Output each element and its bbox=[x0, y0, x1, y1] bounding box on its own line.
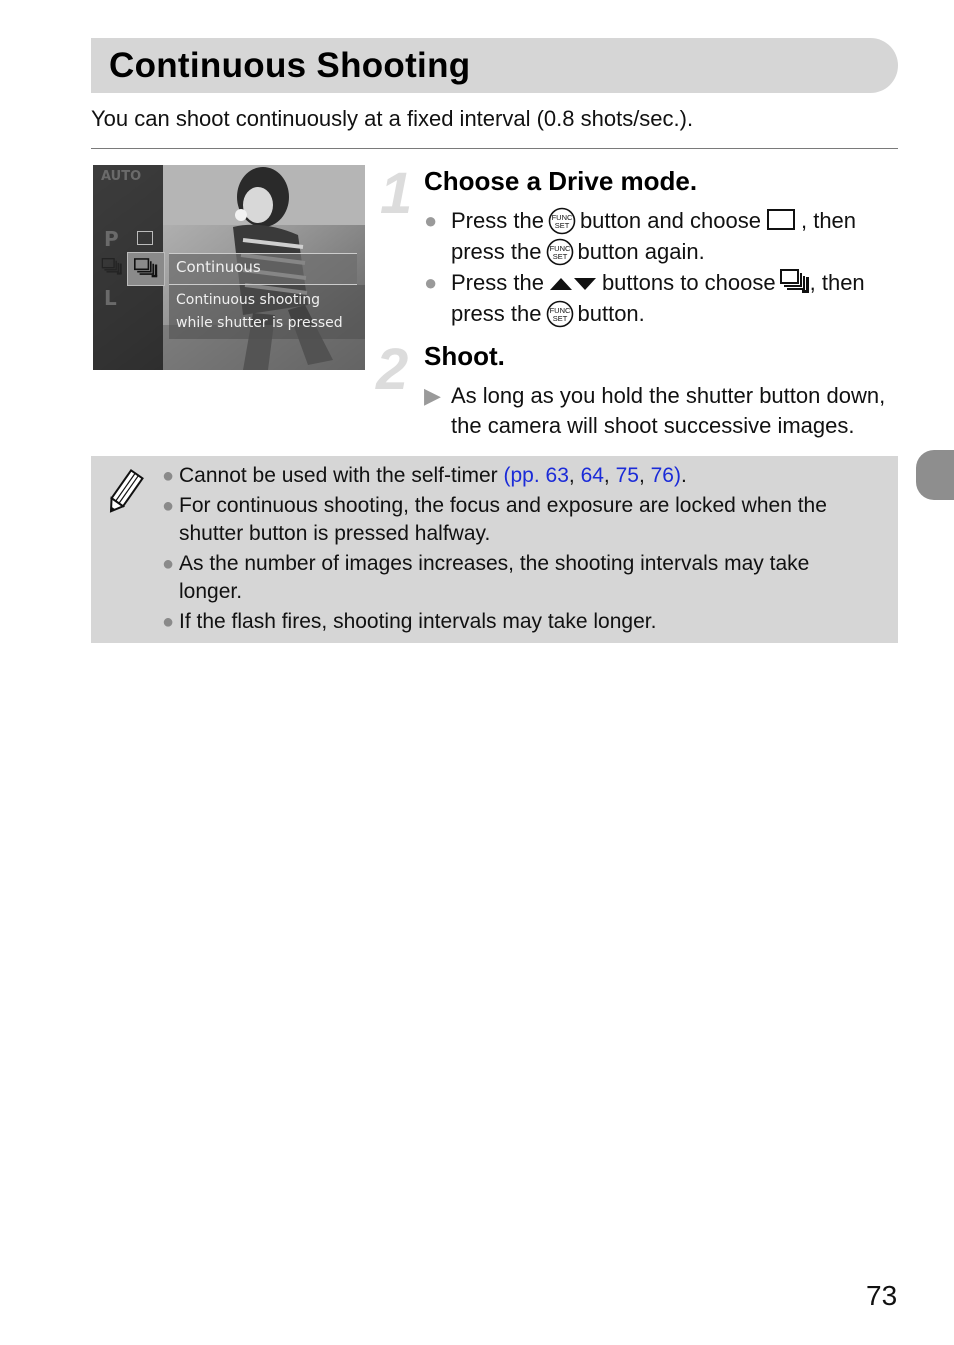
func-set-button-icon bbox=[546, 238, 574, 266]
option-description bbox=[176, 289, 356, 335]
continuous-shot-icon bbox=[134, 258, 158, 279]
note-item: ● As the number of images increases, the shooting intervals may take longer. bbox=[162, 552, 810, 603]
bullet-icon: ● bbox=[162, 611, 175, 633]
func-set-button-icon bbox=[548, 207, 576, 235]
bullet-icon: ● bbox=[424, 208, 438, 233]
result-arrow-icon: ▶ bbox=[424, 383, 441, 408]
page-number: 73 bbox=[866, 1280, 898, 1311]
chapter-tab bbox=[916, 450, 954, 500]
divider bbox=[91, 148, 898, 149]
continuous-shot-icon bbox=[101, 258, 123, 276]
option-desc-line: Continuous shooting bbox=[176, 292, 320, 308]
up-down-arrows-icon bbox=[548, 276, 598, 292]
step-bullet: ● Press the button and choose , then bbox=[424, 205, 856, 236]
step-title: Choose a Drive mode. bbox=[424, 166, 698, 196]
title-bar bbox=[91, 38, 898, 93]
page-link[interactable]: 75 bbox=[615, 464, 639, 487]
option-desc-line: while shutter is pressed bbox=[176, 315, 343, 331]
single-shot-icon bbox=[767, 209, 795, 230]
bullet-icon: ● bbox=[162, 465, 175, 487]
note-item: ● For continuous shooting, the focus and exposure are locked when the shutter button is pressed halfway. bbox=[162, 494, 827, 545]
step-result: ▶ As long as you hold the shutter button down, bbox=[424, 380, 885, 411]
step-bullet: ● Press the buttons to choose , then bbox=[424, 267, 865, 298]
selected-option-box bbox=[127, 252, 165, 286]
auto-wb-icon: AUTO bbox=[101, 169, 142, 184]
page-title: Continuous Shooting bbox=[109, 46, 471, 85]
func-set-button-icon bbox=[546, 300, 574, 328]
page-link[interactable]: (pp. 63 bbox=[503, 464, 569, 487]
page-link[interactable]: 76) bbox=[650, 464, 681, 487]
camera-screen-image bbox=[93, 165, 365, 370]
step-title: Shoot. bbox=[424, 341, 505, 371]
bullet-icon: ● bbox=[162, 495, 175, 517]
bullet-icon: ● bbox=[424, 270, 438, 295]
bullet-icon: ● bbox=[162, 553, 175, 575]
step-bullet-cont: press the button again. bbox=[451, 239, 705, 264]
note-item: ● If the flash fires, shooting intervals may take longer. bbox=[179, 608, 879, 636]
note-item: ● Cannot be used with the self-timer (pp. 63, 64, 75, 76). bbox=[179, 462, 879, 490]
single-shot-icon bbox=[137, 231, 153, 245]
step-result-cont: the camera will shoot successive images. bbox=[451, 413, 855, 438]
pencil-note-icon bbox=[105, 469, 145, 517]
step-bullet-cont: press the button. bbox=[451, 301, 645, 326]
page-link[interactable]: 64 bbox=[580, 464, 604, 487]
step-number: 1 bbox=[380, 161, 413, 226]
program-mode-icon: P bbox=[104, 227, 119, 251]
notes-panel bbox=[91, 456, 898, 643]
continuous-shot-icon bbox=[780, 269, 810, 295]
step-number: 2 bbox=[376, 337, 409, 402]
intro-text: You can shoot continuously at a fixed interval (0.8 shots/sec.). bbox=[91, 106, 694, 131]
option-label: Continuous bbox=[176, 258, 261, 276]
large-size-icon: L bbox=[104, 286, 117, 310]
